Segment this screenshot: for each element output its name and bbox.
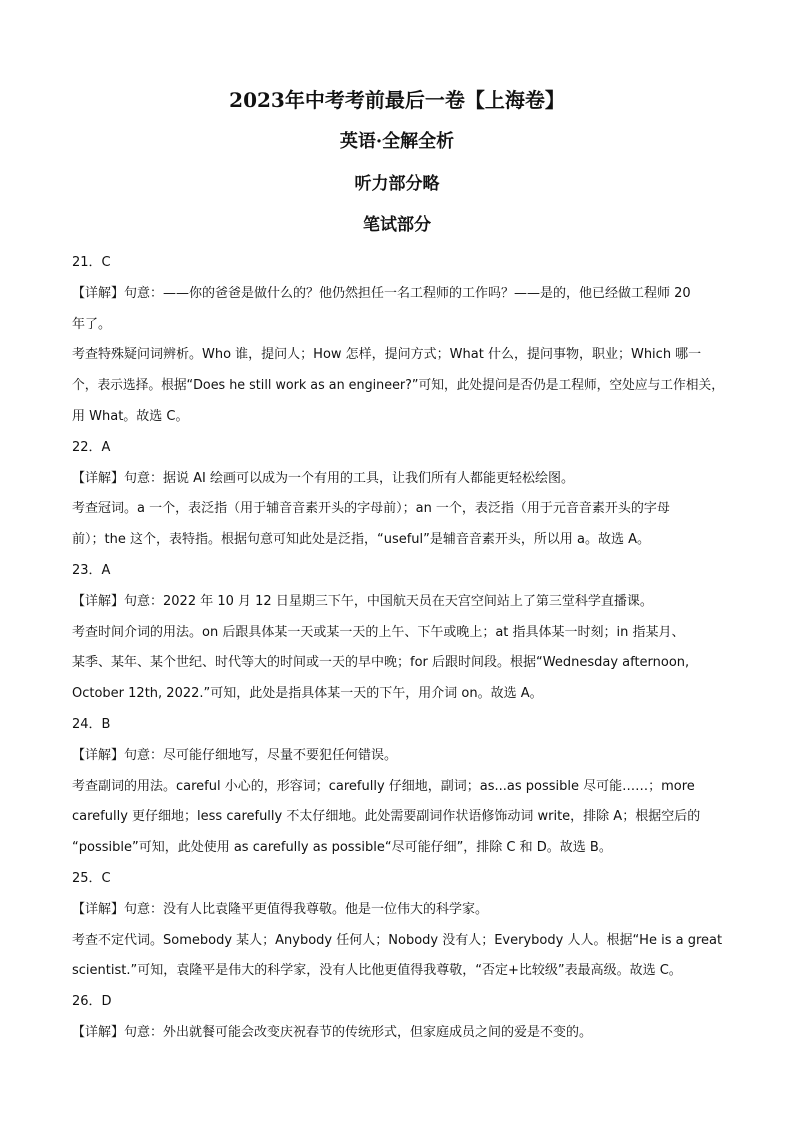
- explanation-line: 【详解】句意：据说 AI 绘画可以成为一个有用的工具，让我们所有人都能更轻松绘图。: [72, 470, 574, 486]
- explanation-line: 考查不定代词。Somebody 某人；Anybody 任何人；Nobody 没有人；Everybody 人人。根据“He is a great: [72, 932, 723, 948]
- explanation-line: 个，表示选择。根据“Does he still work as an engineer?”可知，此处提问是否仍是工程师，空处应与工作相关，: [72, 378, 724, 394]
- explanation-line: October 12th, 2022.”可知，此处是指具体某一天的下午，用介词 on。故选 A。: [72, 686, 543, 702]
- question-number: 22．A: [72, 439, 111, 455]
- question-number: 21．C: [72, 255, 111, 270]
- explanation-line: 年了。: [72, 316, 112, 332]
- explanation-line: 某季、某年、某个世纪、时代等大的时间或一天的早中晚；for 后跟时间段。根据“Wednesday afternoon,: [72, 655, 690, 671]
- explanation-line: scientist.”可知，袁隆平是伟大的科学家，没有人比他更值得我尊敬，“否定+比较级”表最高级。故选 C。: [72, 963, 682, 979]
- explanation-line: 【详解】句意：2022 年 10 月 12 日星期三下午，中国航天员在天宫空间站上了第三堂科学直播课。: [72, 593, 653, 609]
- answer-explanations: [72, 248, 724, 1049]
- question-number: 25．C: [72, 870, 111, 886]
- explanation-line: 考查副词的用法。careful 小心的，形容词；carefully 仔细地，副词；as...as possible 尽可能……；more: [72, 778, 695, 794]
- document-subtitle: 英语·全解全析: [339, 131, 455, 152]
- section-listening-heading: 听力部分略: [354, 174, 440, 194]
- explanation-line: 考查时间介词的用法。on 后跟具体某一天或某一天的上午、下午或晚上；at 指具体某一时刻；in 指某月、: [72, 624, 685, 640]
- question-number: 24．B: [72, 716, 111, 732]
- explanation-line: 用 What。故选 C。: [72, 408, 189, 424]
- explanation-line: 前）；the 这个，表特指。根据句意可知此处是泛指，“useful”是辅音音素开头，所以用 a。故选 A。: [72, 532, 650, 548]
- explanation-line: 【详解】句意：——你的爸爸是做什么的？他仍然担任一名工程师的工作吗？——是的，他已经做工程师 20: [72, 285, 691, 301]
- explanation-line: 考查冠词。a 一个，表泛指（用于辅音音素开头的字母前）；an 一个，表泛指（用于元音音素开头的字母: [72, 501, 670, 517]
- question-number: 23．A: [72, 562, 111, 578]
- explanation-line: “possible”可知，此处使用 as carefully as possible“尽可能仔细”，排除 C 和 D。故选 B。: [72, 840, 612, 856]
- section-written-heading: 笔试部分: [363, 215, 431, 235]
- explanation-line: 考查特殊疑问词辨析。Who 谁，提问人；How 怎样，提问方式；What 什么，提问事物，职业；Which 哪一: [72, 347, 702, 363]
- explanation-line: 【详解】句意：没有人比袁隆平更值得我尊敬。他是一位伟大的科学家。: [72, 901, 489, 917]
- document-title: 2023年中考考前最后一卷【上海卷】: [229, 88, 565, 112]
- explanation-line: 【详解】句意：尽可能仔细地写，尽量不要犯任何错误。: [72, 747, 398, 763]
- question-number: 26．D: [72, 994, 112, 1010]
- explanation-line: carefully 更仔细地；less carefully 不太仔细地。此处需要副词作状语修饰动词 write，排除 A；根据空后的: [72, 809, 701, 825]
- explanation-line: 【详解】句意：外出就餐可能会改变庆祝春节的传统形式，但家庭成员之间的爱是不变的。: [72, 1024, 593, 1040]
